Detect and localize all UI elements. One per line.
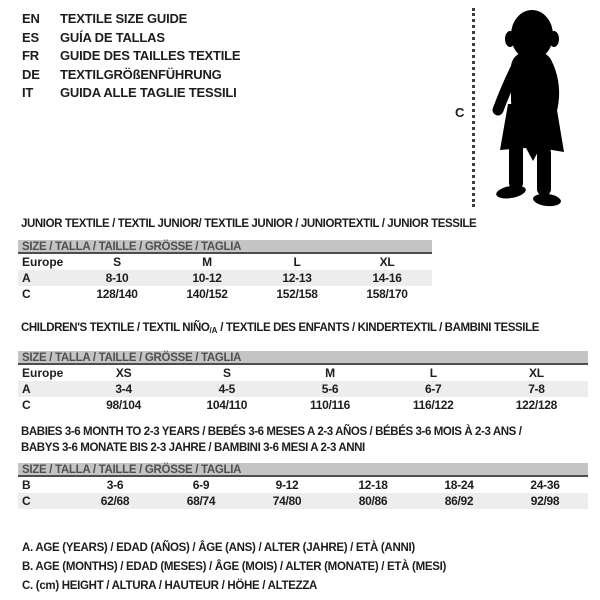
table-title	[18, 217, 477, 231]
legend-line-c: C. (cm) HEIGHT / ALTURA / HAUTEUR / HÖHE / ALTEZZA	[22, 580, 318, 592]
language-title: GUIDE DES TAILLES TEXTILE	[60, 48, 241, 63]
value-cell: 9-12	[275, 478, 299, 492]
size-header-band: SIZE / TALLA / TAILLE / GRÖSSE / TAGLIA	[18, 463, 588, 477]
row-label: A	[22, 382, 31, 396]
value-cell: 10-12	[192, 271, 222, 285]
table-row-c	[18, 493, 588, 509]
language-title: GUIDA ALLE TAGLIE TESSILI	[60, 85, 237, 100]
size-header-band: SIZE / TALLA / TAILLE / GRÖSSE / TAGLIA	[18, 351, 588, 365]
legend-line-b: B. AGE (MONTHS) / EDAD (MESES) / ÂGE (MOIS) / ALTER (MONATE) / ETÀ (MESI)	[22, 561, 447, 573]
language-row-it	[22, 84, 240, 103]
size-cell: XS	[115, 366, 132, 380]
table-row-a	[18, 270, 432, 286]
junior-textile-table	[18, 217, 477, 302]
value-cell: 110/116	[310, 398, 350, 412]
value-cell: 128/140	[96, 287, 138, 301]
value-cell: 92/98	[530, 494, 560, 508]
language-code: ES	[22, 29, 39, 45]
table-title-line1	[18, 424, 588, 440]
language-code: FR	[22, 48, 39, 63]
language-row-de	[22, 66, 240, 85]
language-row-es	[22, 29, 240, 48]
height-label-c: C	[455, 105, 465, 120]
value-cell: 12-13	[282, 271, 312, 285]
table-title-text: / TEXTILE DES ENFANTS / KINDERTEXTIL / BAMBINI TESSILE	[217, 322, 539, 334]
table-title-line2: BABYS 3-6 MONATE BIS 2-3 JAHRE / BAMBINI 3-6 MESI A 2-3 ANNI	[21, 442, 365, 454]
childrens-textile-table	[18, 321, 588, 413]
value-cell: 4-5	[218, 382, 236, 396]
value-cell: 18-24	[444, 478, 474, 492]
value-cell: 14-16	[372, 271, 402, 285]
language-code: IT	[22, 85, 34, 100]
language-row-fr	[22, 47, 240, 66]
size-cell: M	[325, 366, 335, 380]
value-cell: 6-7	[424, 382, 442, 396]
size-cell: XL	[379, 255, 395, 269]
value-cell: 7-8	[528, 382, 545, 396]
table-title-subscript: /A	[209, 326, 218, 335]
value-cell: 98/104	[106, 398, 142, 412]
value-cell: 12-18	[358, 478, 388, 492]
legend-line-a: A. AGE (YEARS) / EDAD (AÑOS) / ÂGE (ANS) / ALTER (JAHRE) / ETÀ (ANNI)	[22, 542, 415, 554]
table-row-c	[18, 397, 588, 413]
table-row-b	[18, 477, 588, 493]
language-title: TEXTILE SIZE GUIDE	[60, 11, 188, 26]
value-cell: 80/86	[358, 494, 388, 508]
size-cell: S	[113, 255, 121, 269]
value-cell: 86/92	[444, 494, 474, 508]
table-title-text: JUNIOR TEXTILE / TEXTIL JUNIOR/ TEXTILE JUNIOR / JUNIORTEXTIL / JUNIOR TESSILE	[21, 218, 477, 230]
language-title: TEXTILGRÖßENFÜHRUNG	[60, 66, 222, 82]
height-dotted-line	[472, 8, 475, 207]
value-cell: 68/74	[186, 494, 216, 508]
value-cell: 122/128	[515, 398, 558, 412]
value-cell: 152/158	[276, 287, 318, 301]
baby-silhouette	[484, 8, 584, 208]
language-code: DE	[22, 66, 40, 82]
size-cell: L	[293, 255, 301, 269]
value-cell: 6-9	[192, 478, 210, 492]
value-cell: 8-10	[105, 271, 129, 285]
table-row-europe	[18, 254, 432, 270]
size-cell: M	[202, 255, 212, 269]
language-code: EN	[22, 11, 40, 26]
row-label: Europe	[22, 255, 64, 269]
row-label: Europe	[22, 366, 64, 380]
value-cell: 158/170	[366, 287, 408, 301]
size-header-band: SIZE / TALLA / TAILLE / GRÖSSE / TAGLIA	[18, 240, 432, 254]
size-cell: S	[222, 366, 231, 380]
language-row-en	[22, 10, 240, 29]
table-title-text: BABIES 3-6 MONTH TO 2-3 YEARS / BEBÉS 3-6 MESES A 2-3 AÑOS / BÉBÉS 3-6 MOIS À 2-3 ANS /	[21, 426, 522, 438]
size-cell: XL	[529, 366, 544, 380]
row-label: C	[22, 287, 31, 301]
value-cell: 62/68	[100, 494, 130, 508]
table-title	[18, 321, 588, 338]
value-cell: 24-36	[530, 478, 560, 492]
row-label: A	[22, 271, 31, 285]
value-cell: 116/122	[412, 398, 454, 412]
table-row-c	[18, 286, 432, 302]
table-title-block	[18, 424, 588, 456]
babies-textile-table	[18, 424, 588, 509]
table-row-europe	[18, 365, 588, 381]
value-cell: 140/152	[186, 287, 228, 301]
row-label: C	[22, 494, 31, 508]
size-cell: L	[429, 366, 437, 380]
legend	[22, 539, 446, 596]
value-cell: 3-6	[106, 478, 124, 492]
value-cell: 74/80	[272, 494, 302, 508]
value-cell: 5-6	[321, 382, 339, 396]
value-cell: 104/110	[206, 398, 248, 412]
row-label: C	[22, 398, 31, 412]
row-label: B	[22, 478, 31, 492]
value-cell: 3-4	[115, 382, 132, 396]
table-row-a	[18, 381, 588, 397]
language-list	[22, 10, 240, 103]
table-title-text: CHILDREN'S TEXTILE / TEXTIL NIÑO	[21, 322, 210, 334]
language-title: GUÍA DE TALLAS	[60, 29, 165, 45]
